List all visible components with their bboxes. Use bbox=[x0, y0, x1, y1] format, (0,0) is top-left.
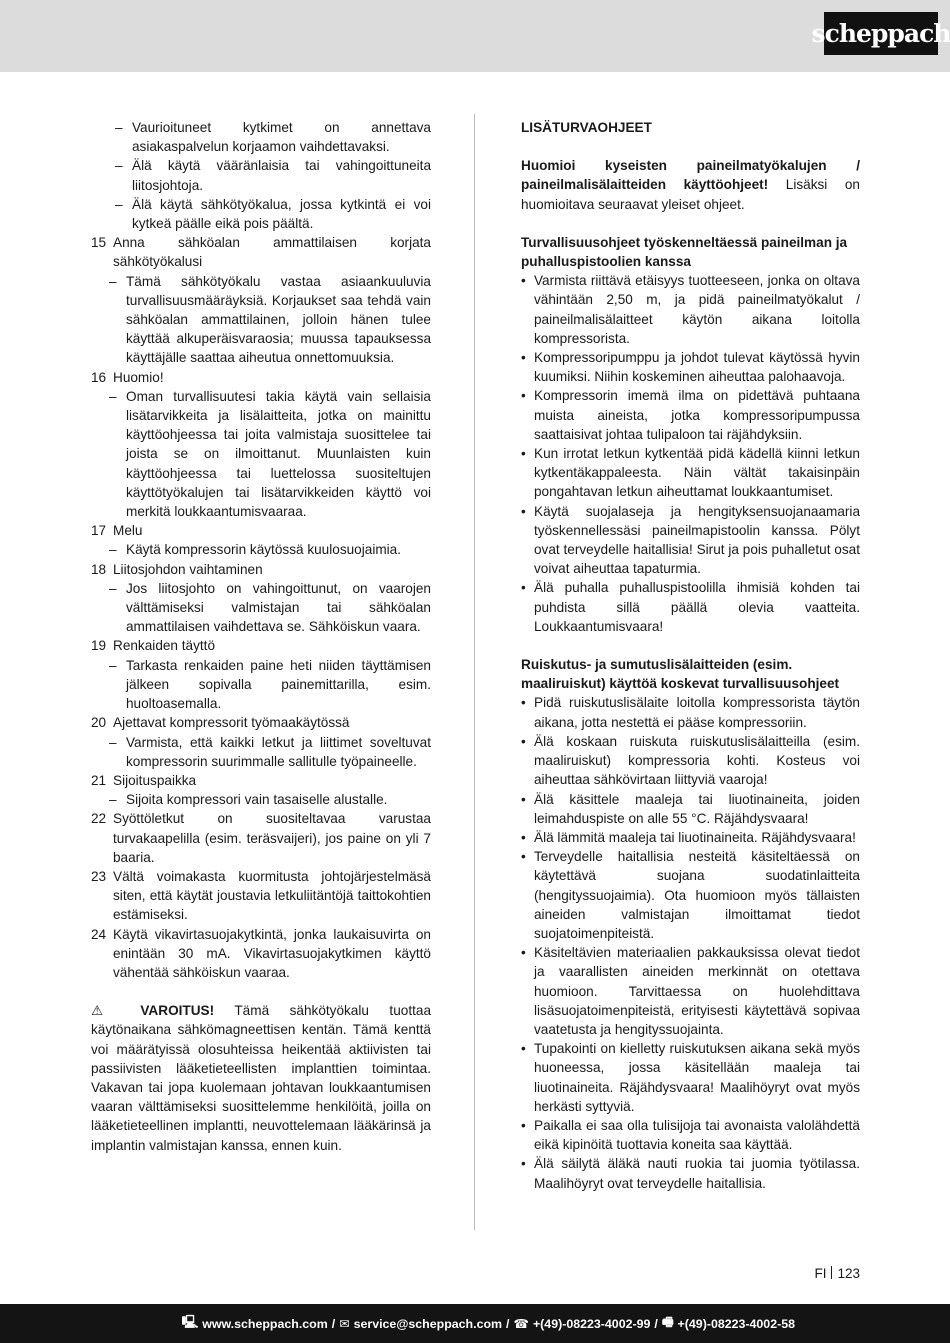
list-item: • Älä käsittele maaleja tai liuotinaineita, joiden leimahduspiste on alle 55 °C. Räjähdysvaara! bbox=[521, 791, 860, 826]
computer-icon: 🖳 bbox=[181, 1315, 199, 1329]
list-item: – Älä käytä vääränlaisia tai vahingoittuneita liitosjohtoja. bbox=[115, 158, 431, 193]
numbered-item: 24 Käytä vikavirtasuojakytkintä, jonka laukaisuvirta on enintään 30 mA. Vikavirtasuojakytkimen käyttö vähentää sähköiskun vaaraa. bbox=[91, 926, 431, 980]
warning-triangle-icon: ⚠ bbox=[91, 1003, 120, 1019]
list-item: • Älä lämmitä maaleja tai liuotinaineita. Räjähdysvaara! bbox=[521, 829, 856, 845]
list-item: – Oman turvallisuutesi takia käytä vain sellaisia lisätarvikkeita ja lisälaitteita, jotka on mainittu käyttöohjeessa tai joita valmistaja suosittelee tai joista se on ilmoittanut. Muunlaisten kuin käyttöohjeessa tai luettelossa suositeltujen käyttötyökalujen tai lisätarvikkeiden käyttö voi merkitä loukkaantumisvaaraa. bbox=[109, 388, 431, 520]
scheppach-logo: scheppach bbox=[824, 12, 938, 55]
list-item: – Jos liitosjohto on vahingoittunut, on vaarojen välttämiseksi valmistajan tai sähköalan ammattilaisen vaihdettava se. Sähköiskun vaara. bbox=[109, 580, 431, 635]
fax-icon: 🖷 bbox=[661, 1315, 674, 1329]
list-item: • Tupakointi on kielletty ruiskutuksen aikana sekä myös huoneessa, jossa käsitellään maaleja tai liuotinaineita. Räjähdysvaara! Maalihöyryt ovat myös herkästi syttyviä. bbox=[521, 1041, 860, 1114]
footer-email[interactable]: service@scheppach.com bbox=[353, 1316, 503, 1331]
list-item: • Kompressoripumppu ja johdot tulevat käytössä hyvin kuumiksi. Niihin koskeminen aiheuttaa palohaavoja. bbox=[521, 350, 860, 385]
list-item: – Tarkasta renkaiden paine heti niiden täyttämisen jälkeen sopivalla painemittarilla, esim. huoltoasemalla. bbox=[109, 657, 431, 712]
footer-fax: +(49)-08223-4002-58 bbox=[677, 1316, 795, 1331]
section1-title: Turvallisuusohjeet työskenneltäessä paineilman ja puhalluspistoolien kanssa bbox=[521, 234, 848, 270]
section-heading: LISÄTURVAOHJEET bbox=[521, 120, 652, 135]
intro-rest: Lisäksi on huomioitava seuraavat yleiset ohjeet. bbox=[521, 177, 860, 212]
numbered-item: 19 Renkaiden täyttö bbox=[91, 638, 216, 654]
numbered-item: 18 Liitosjohdon vaihtaminen bbox=[91, 561, 263, 577]
footer-separator: / bbox=[654, 1316, 658, 1331]
list-item: • Älä koskaan ruiskuta ruiskutuslisälaitteilla (esim. maaliruiskut) kompressoria kohti. Kosteus voi aiheuttaa sähkövirtaan liittyviä vaaroja! bbox=[521, 733, 860, 788]
list-item: • Älä puhalla puhalluspistoolilla ihmisiä kohden tai puhdista sillä päällä olevia vaatteita. Loukkaantumisvaara! bbox=[521, 580, 860, 634]
footer-separator: / bbox=[506, 1316, 510, 1331]
numbered-item: 20 Ajettavat kompressorit työmaakäytössä bbox=[91, 715, 350, 731]
footer-separator: / bbox=[331, 1316, 336, 1331]
footer-bar bbox=[0, 1304, 950, 1343]
column-divider bbox=[474, 114, 475, 1230]
header-bar bbox=[0, 0, 950, 72]
list-item: • Kun irrotat letkun kytkentää pidä kädellä kiinni letkun kytkentäkappaleesta. Näin vältät takaisinpäin pongahtavan letkun aiheuttamat loukkaantumiset. bbox=[521, 446, 860, 500]
list-item: – Varmista, että kaikki letkut ja liittimet soveltuvat kompressorin suurimmalle sallitulle työpaineelle. bbox=[109, 734, 431, 769]
page-number bbox=[814, 1266, 860, 1281]
list-item: • Paikalla ei saa olla tulisijoja tai avonaista valolähdettä eikä kipinöitä tuottavia koneita saa käyttää. bbox=[521, 1117, 860, 1153]
section2-title: Ruiskutus- ja sumutuslisälaitteiden (esim. maaliruiskut) käyttöä koskevat turvallisuusohjeet bbox=[521, 657, 840, 692]
list-item: • Älä säilytä äläkä nauti ruokia tai juomia työtilassa. Maalihöyryt ovat terveydelle haitallisia. bbox=[521, 1156, 860, 1191]
mail-icon: ✉ bbox=[339, 1317, 350, 1331]
warning-text: Tämä sähkötyökalu tuottaa käytönaikana sähkömagneettisen kentän. Tämä kenttä voi määrätyissä olosuhteissa heikentää aktiivisten tai passiivisten lääketieteellisten implanttien toimintaa. Vakavan tai jopa kuolemaan johtavan loukkaantumisen vaaran välttämiseksi suosittelemme henkilöitä, joilla on lääketieteellinen implantti, neuvottelemaan lääkärinsä ja implantin valmistajan kanssa, ennen kuin. bbox=[91, 1003, 431, 1153]
list-item: • Käsiteltävien materiaalien pakkauksissa olevat tiedot ja vaarallisten aineiden merkinnät on otettava huomioon. Tarvittaessa on huolehdittava lisäsuojatoimenpiteistä, erityisesti käytettävä sopivaa vaatetusta ja hengityssuojainta. bbox=[521, 945, 860, 1037]
intro-paragraph bbox=[521, 156, 860, 214]
list-item: • Varmista riittävä etäisyys tuotteeseen, jonka on oltava vähintään 2,50 m, ja pidä paineilmatyökalut / paineilmalisälaitteet käytön aikana loitolla kompressorista. bbox=[521, 273, 860, 346]
warning-paragraph bbox=[91, 1001, 431, 1155]
left-column bbox=[91, 118, 431, 1155]
list-item: • Kompressorin imemä ilma on pidettävä puhtaana muista aineista, jotka kompressoripumpussa saattaisivat johtaa tulipaloon tai räjähdyksiin. bbox=[521, 388, 860, 442]
numbered-item: 22 Syöttöletkut on suositeltavaa varustaa turvakaapelilla (esim. teräsvaijeri), jos paine on yli 7 baaria. bbox=[91, 811, 431, 865]
list-item: – Käytä kompressorin käytössä kuulosuojaimia. bbox=[109, 542, 402, 558]
page-lang: FI bbox=[814, 1266, 827, 1281]
list-item: • Käytä suojalaseja ja hengityksensuojanaamaria työskennellessäsi paineilmapistoolin kanssa. Pölyt ovat terveydelle haitallisia! Sirut ja pois puhalletut osat voivat aiheuttaa tapaturmia. bbox=[521, 503, 860, 577]
list-item: • Terveydelle haitallisia nesteitä käsiteltäessä on käytettävä suojana suodatinlaitteita (hengityssuojaimia). Ota huomioon myös tällaisten aineiden valmistajan ilmoittamat tiedot suojatoimenpiteistä. bbox=[521, 849, 860, 941]
numbered-item: 23 Vältä voimakasta kuormitusta johtojärjestelmäsä siten, että käytät joustavia letkuliitäntöjä taittokohtien estämiseksi. bbox=[91, 868, 431, 923]
footer-website[interactable]: www.scheppach.com bbox=[202, 1316, 328, 1331]
phone-icon: ☎ bbox=[513, 1317, 529, 1331]
numbered-item: 17 Melu bbox=[91, 523, 143, 539]
list-item: • Pidä ruiskutuslisälaite loitolla kompressorista täytön aikana, jotta nestettä ei pääse kompressoriin. bbox=[521, 695, 860, 730]
numbered-item: 15 Anna sähköalan ammattilaisen korjata sähkötyökalusi bbox=[91, 235, 431, 270]
numbered-item: 16 Huomio! bbox=[91, 369, 164, 385]
intro-bold: Huomioi kyseisten paineilmatyökalujen / paineilmalisälaitteiden käyttöohjeet! bbox=[521, 158, 860, 193]
footer-phone: +(49)-08223-4002-99 bbox=[532, 1316, 651, 1331]
numbered-item: 21 Sijoituspaikka bbox=[91, 772, 197, 788]
list-item: – Vaurioituneet kytkimet on annettava asiakaspalvelun korjaamon vaihdettavaksi. bbox=[115, 120, 431, 155]
warning-label: VAROITUS! bbox=[140, 1003, 215, 1019]
right-column bbox=[521, 118, 860, 1193]
list-item: – Sijoita kompressori vain tasaiselle alustalle. bbox=[109, 792, 388, 808]
list-item: – Tämä sähkötyökalu vastaa asiaankuuluvia turvallisuusmääräyksiä. Korjaukset saa tehdä vain sähköalan ammattilainen, jolloin hänen tulee käyttää alkuperäisvaraosia; muussa tapauksessa käyttäjälle saattaa aiheutua onnettomuuksia. bbox=[109, 273, 431, 366]
list-item: – Älä käytä sähkötyökalua, jossa kytkintä ei voi kytkeä päälle eikä pois päältä. bbox=[115, 196, 431, 232]
page-num: 123 bbox=[837, 1266, 860, 1281]
